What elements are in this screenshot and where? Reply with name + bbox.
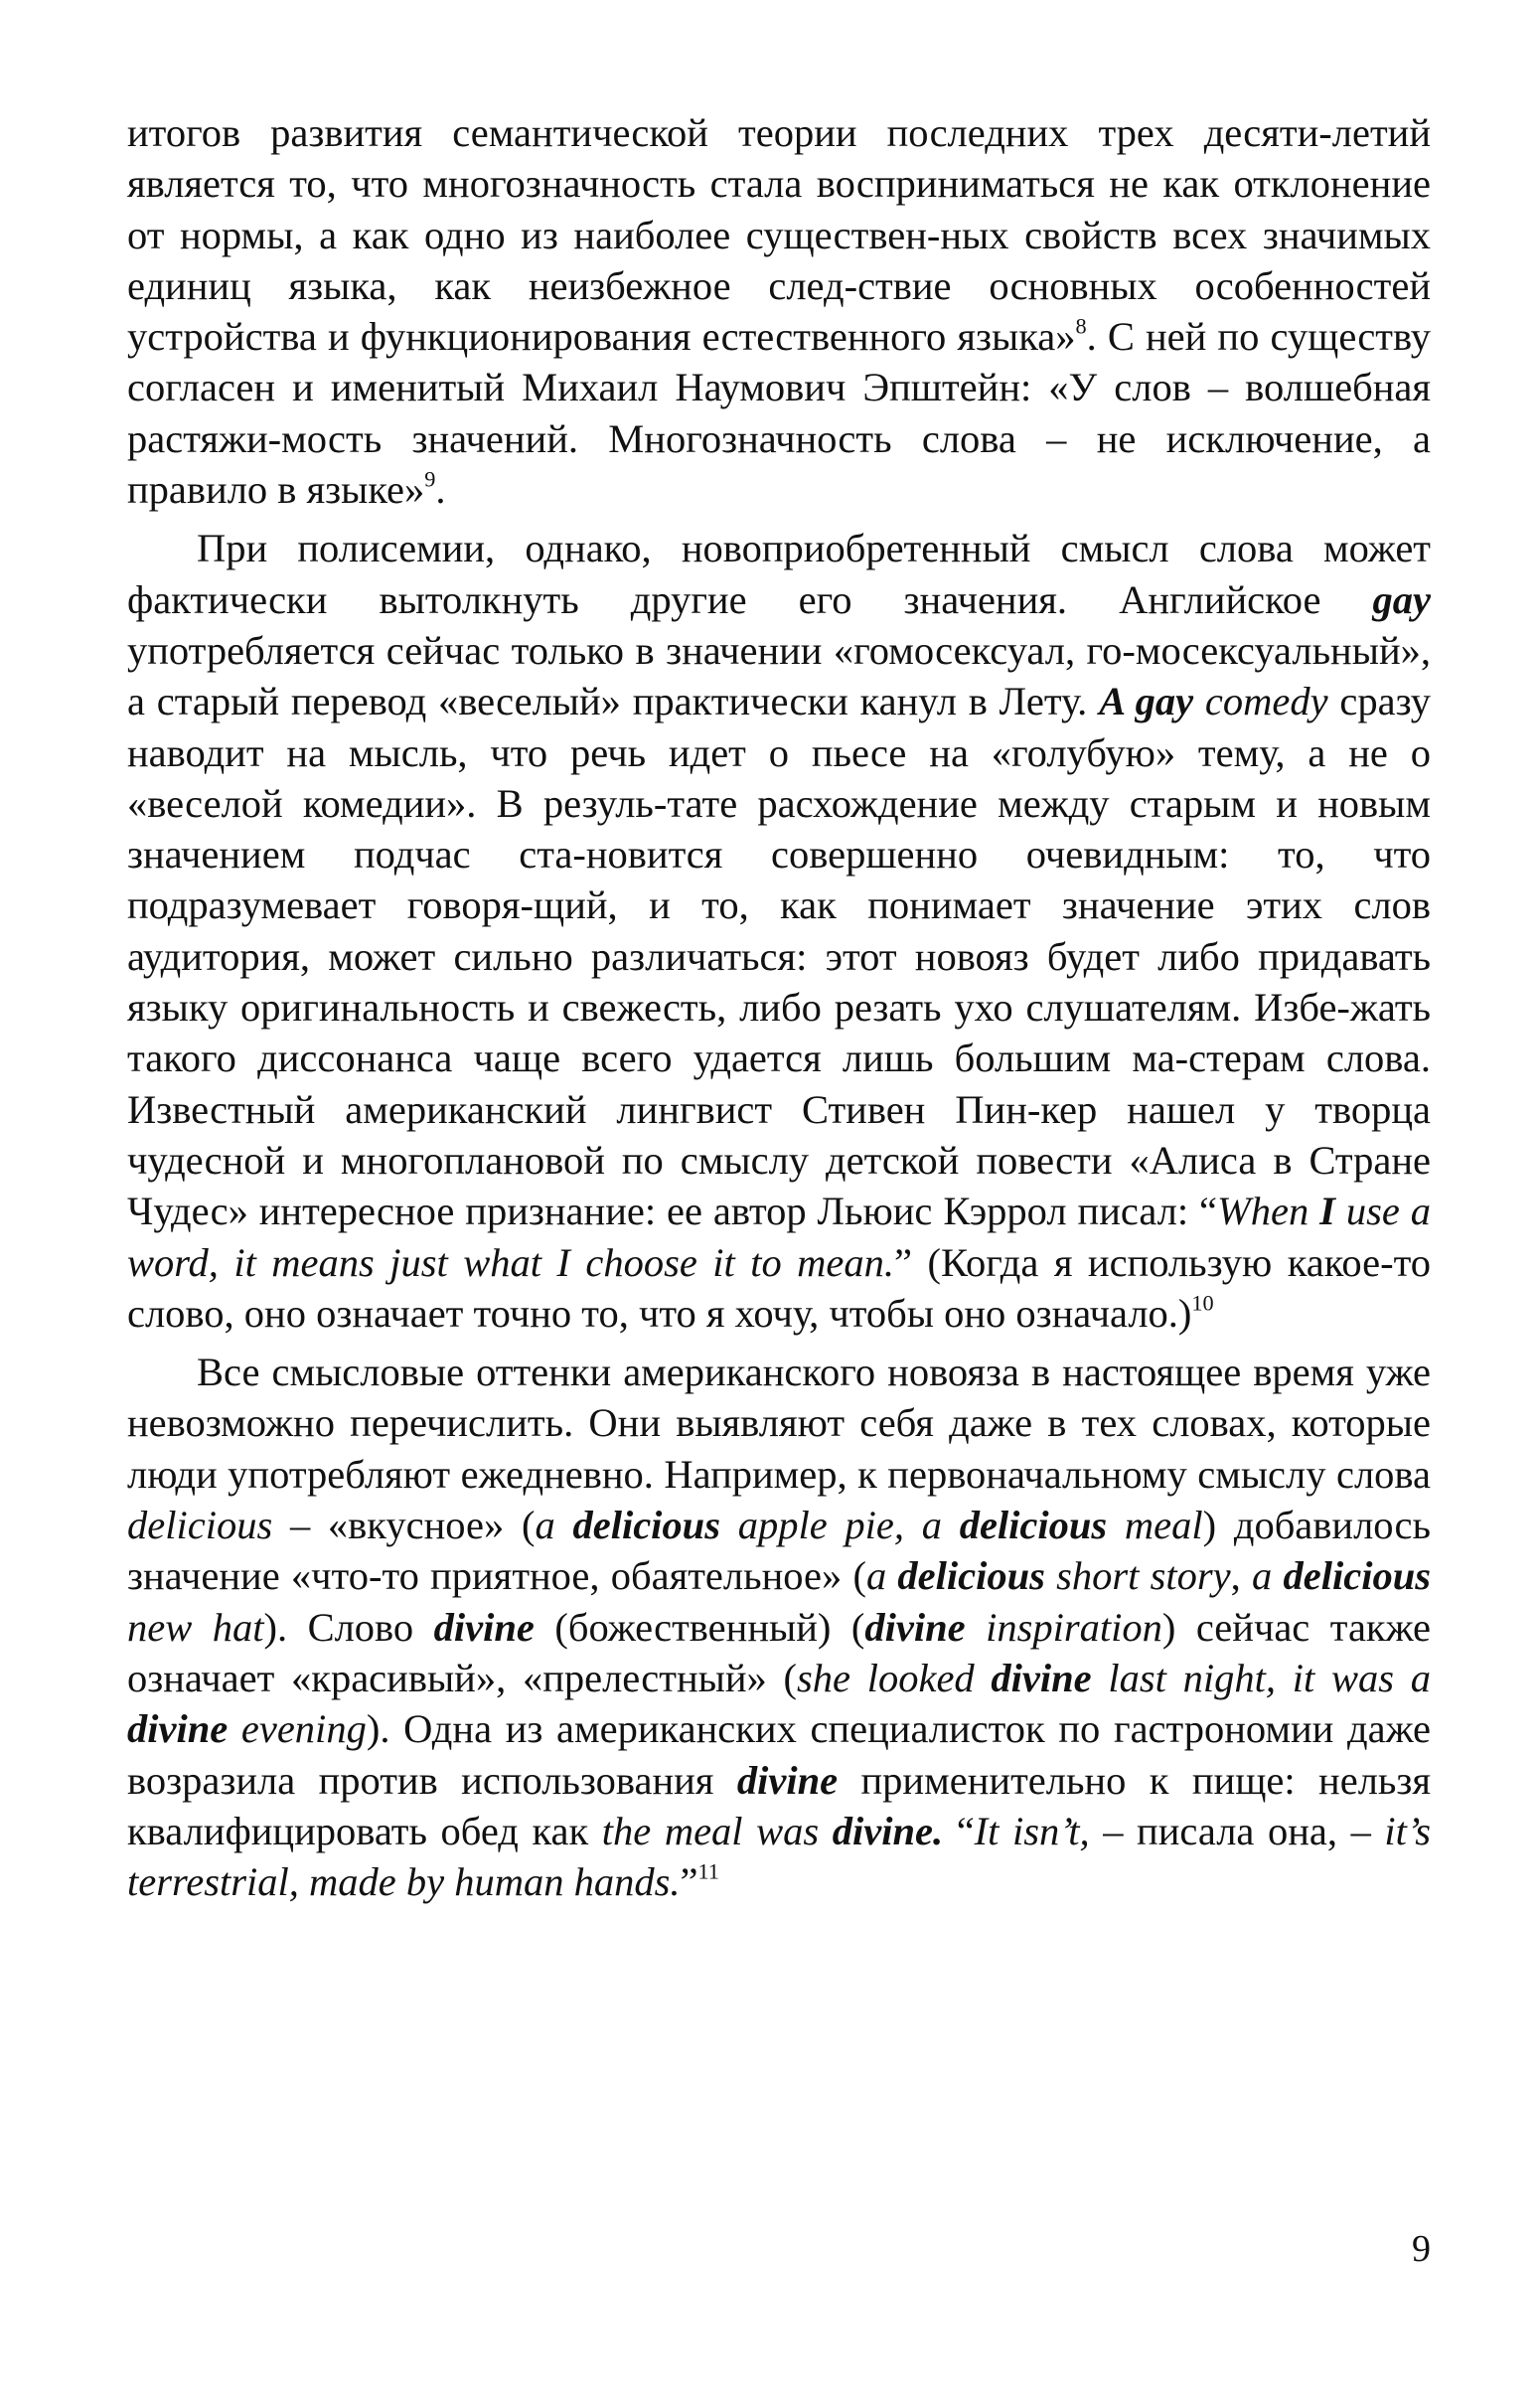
- text-run: .: [435, 467, 446, 513]
- example-text: inspiration: [965, 1604, 1162, 1650]
- quote-when: When: [1217, 1189, 1320, 1234]
- text-run: ” (Когда я использую какое-то слово, оно означает точно то, что я хочу, чтобы оно означало.): [127, 1239, 1431, 1336]
- example-text: she looked: [797, 1655, 992, 1700]
- text-run: итогов развития семантической теории последних трех десяти-летий является то, что многозначность стала восприниматься не как отклонение от нормы, а как одно из наиболее существен-ных свойств всех значимых единиц языка, как неизбежное след-ствие основных особенностей устройства и функционирования естественного языка»: [127, 110, 1431, 360]
- text-run: сразу наводит на мысль, что речь идет о пьесе на «голубую» тему, а не о «веселой комедии». В резуль-тате расхождение между старым и новым значением подчас ста-новится совершенно очевидным: то, что подразумевает говоря-щий, и то, как понимает значение этих слов аудитория, может сильно различаться: этот новояз будет либо придавать языку оригинальность и свежесть, либо резать ухо слушателям. Избе-жать такого диссонанса чаще всего удается лишь большим ма-стерам слова. Известный американский лингвист Стивен Пин-кер нашел у творца чудесной и многоплановой по смыслу детской повести «Алиса в Стране Чудес» интересное признание: ее автор Льюис Кэррол писал: “: [127, 679, 1431, 1234]
- text-run: применительно к пище: нельзя квалифицировать обед как: [127, 1757, 1431, 1853]
- body-text: [127, 107, 1431, 1907]
- text-run: употребляется сейчас только в значении «гомосексуал, го-мосексуальный», а старый перевод «веселый» практически канул в Лету.: [127, 627, 1431, 724]
- example-keyword: divine: [864, 1604, 966, 1650]
- quote-text: it’s terrestrial, made by human hands.: [127, 1808, 1431, 1905]
- term-divine: divine: [433, 1604, 535, 1650]
- paragraph-1: [127, 107, 1431, 515]
- example-text: last night, it was a: [1091, 1655, 1431, 1700]
- term-comedy: comedy: [1193, 679, 1328, 724]
- text-run: ,: [1230, 1553, 1253, 1599]
- text-run: ”: [680, 1859, 698, 1905]
- text-run: При полисемии, однако, новоприобретенный смысл слова может фактически вытолкнуть другие его значения. Английское: [127, 526, 1431, 622]
- text-run: . С ней по существу согласен и именитый Михаил Наумович Эпштейн: «У слов – волшебная растяжи-мость значений. Многозначность слова – не исключение, а правило в языке»: [127, 314, 1431, 513]
- term-gay: gay: [1372, 576, 1431, 622]
- text-run: – писала она, –: [1089, 1808, 1385, 1853]
- example-text: .: [932, 1808, 944, 1853]
- quote-rest: use a word, it means just what I choose it to mean.: [127, 1189, 1432, 1285]
- example-text: evening: [228, 1706, 367, 1752]
- text-run: (божественный) (: [534, 1604, 865, 1650]
- example-keyword: delicious: [572, 1503, 720, 1548]
- example-text: a: [865, 1553, 898, 1599]
- example-keyword: delicious: [1283, 1553, 1431, 1599]
- text-run: “: [943, 1808, 975, 1853]
- quote-text: It isn’t,: [974, 1808, 1090, 1853]
- term-divine: divine: [736, 1757, 839, 1803]
- example-keyword: divine: [832, 1808, 933, 1853]
- paragraph-3: [127, 1347, 1431, 1907]
- text-run: ) добавилось значение «что-то приятное, обаятельное» (: [127, 1503, 1431, 1599]
- example-keyword: delicious: [959, 1503, 1108, 1548]
- text-run: ) сейчас также означает «красивый», «прелестный» (: [127, 1604, 1432, 1700]
- text-run: Все смысловые оттенки американского новояза в настоящее время уже невозможно перечислить. Они выявляют себя даже в тех словах, которые люди употребляют ежедневно. Например, к первоначальному смыслу слова: [127, 1350, 1431, 1497]
- text-run: ). Одна из американских специалисток по гастрономии даже возразила против использования: [127, 1706, 1431, 1803]
- footnote-ref-11: 11: [697, 1858, 719, 1884]
- example-text: apple pie, a: [719, 1503, 960, 1548]
- footnote-ref-8: 8: [1075, 313, 1087, 339]
- example-text: the meal was: [601, 1808, 833, 1853]
- paragraph-2: [127, 523, 1431, 1339]
- text-run: ). Слово: [263, 1604, 434, 1650]
- example-text: meal: [1107, 1503, 1203, 1548]
- example-keyword: delicious: [897, 1553, 1045, 1599]
- term-delicious: delicious: [127, 1503, 273, 1548]
- page-number: 9: [1412, 2228, 1431, 2270]
- example-keyword: divine: [127, 1706, 229, 1752]
- footnote-ref-9: 9: [424, 466, 436, 492]
- footnote-ref-10: 10: [1191, 1290, 1214, 1316]
- term-a-gay: A gay: [1099, 679, 1194, 724]
- example-keyword: divine: [991, 1655, 1092, 1700]
- example-text: a: [535, 1503, 573, 1548]
- example-text: new hat: [127, 1604, 264, 1650]
- example-text: short story: [1044, 1553, 1231, 1599]
- text-run: – «вкусное» (: [272, 1503, 536, 1548]
- quote-i: I: [1319, 1189, 1335, 1234]
- example-text: a: [1252, 1553, 1284, 1599]
